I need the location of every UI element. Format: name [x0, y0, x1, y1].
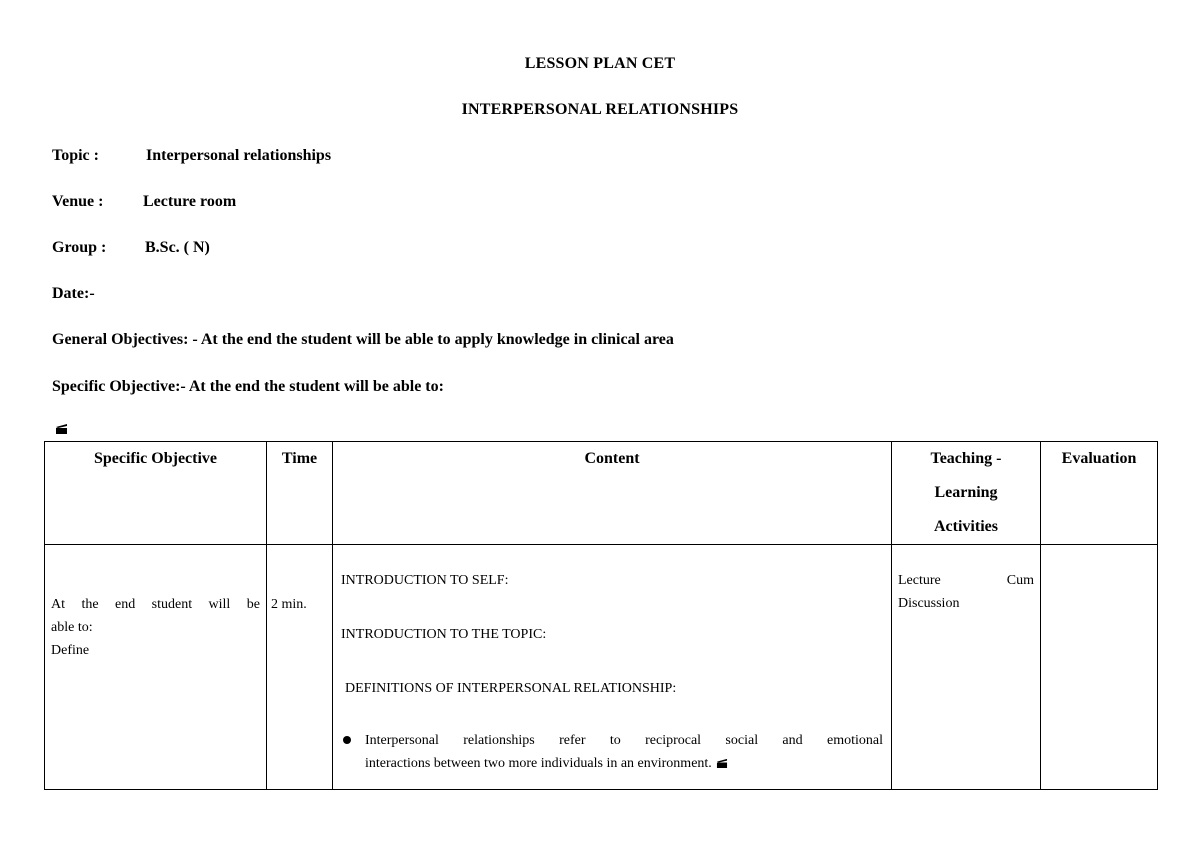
bullet-line1: Interpersonal relationships refer to reciprocal social and emotional: [365, 733, 883, 748]
header-content: Content: [333, 442, 892, 545]
topic-value: Interpersonal relationships: [146, 147, 332, 164]
content-intro-topic: INTRODUCTION TO THE TOPIC:: [341, 627, 547, 642]
teaching-line2: Discussion: [898, 596, 960, 611]
content-intro-self: INTRODUCTION TO SELF:: [341, 573, 509, 588]
date-label: Date:-: [52, 285, 95, 302]
pin-icon: [716, 757, 728, 768]
header-teaching-learning: [892, 442, 1041, 545]
topic-field: [52, 147, 331, 165]
specific-objective-heading: Specific Objective:- At the end the student will be able to:: [52, 378, 444, 395]
venue-label: Venue :: [52, 193, 104, 210]
time-value: 2 min.: [271, 597, 307, 612]
objective-line1: At the end student will be: [51, 597, 260, 612]
pin-icon: [55, 422, 68, 434]
header-teaching-line3: Activities: [934, 518, 998, 535]
header-teaching-line1: Teaching -: [930, 450, 1002, 467]
evaluation-cell: [1041, 545, 1158, 790]
header-evaluation: Evaluation: [1041, 442, 1158, 545]
teaching-line1: Lecture Cum: [898, 573, 1034, 588]
header-time: Time: [267, 442, 333, 545]
group-field: [52, 239, 210, 257]
header-teaching-line2: Learning: [934, 484, 998, 501]
content-definitions: DEFINITIONS OF INTERPERSONAL RELATIONSHIP:: [345, 681, 677, 696]
venue-field: [52, 193, 236, 211]
lesson-plan-table: [44, 441, 1158, 790]
bullet-line2: interactions between two more individuals in an environment.: [365, 756, 712, 771]
document-subtitle: INTERPERSONAL RELATIONSHIPS: [461, 101, 739, 118]
time-cell: [267, 545, 333, 790]
list-item: [341, 729, 883, 775]
group-label: Group :: [52, 239, 107, 256]
header-specific-objective: Specific Objective: [45, 442, 267, 545]
teaching-cell: [892, 545, 1041, 790]
venue-value: Lecture room: [143, 193, 237, 210]
table-row: [45, 545, 1158, 790]
table-header-row: [45, 442, 1158, 545]
objective-cell: [45, 545, 267, 790]
objective-line3: Define: [51, 643, 90, 658]
document-title: LESSON PLAN CET: [524, 55, 676, 72]
general-objectives: General Objectives: - At the end the student will be able to apply knowledge in clinical area: [52, 331, 674, 348]
objective-line2: able to:: [51, 620, 93, 635]
content-cell: [333, 545, 892, 790]
bullet-icon: [343, 736, 351, 744]
group-value: B.Sc. ( N): [145, 239, 210, 256]
topic-label: Topic :: [52, 147, 99, 164]
